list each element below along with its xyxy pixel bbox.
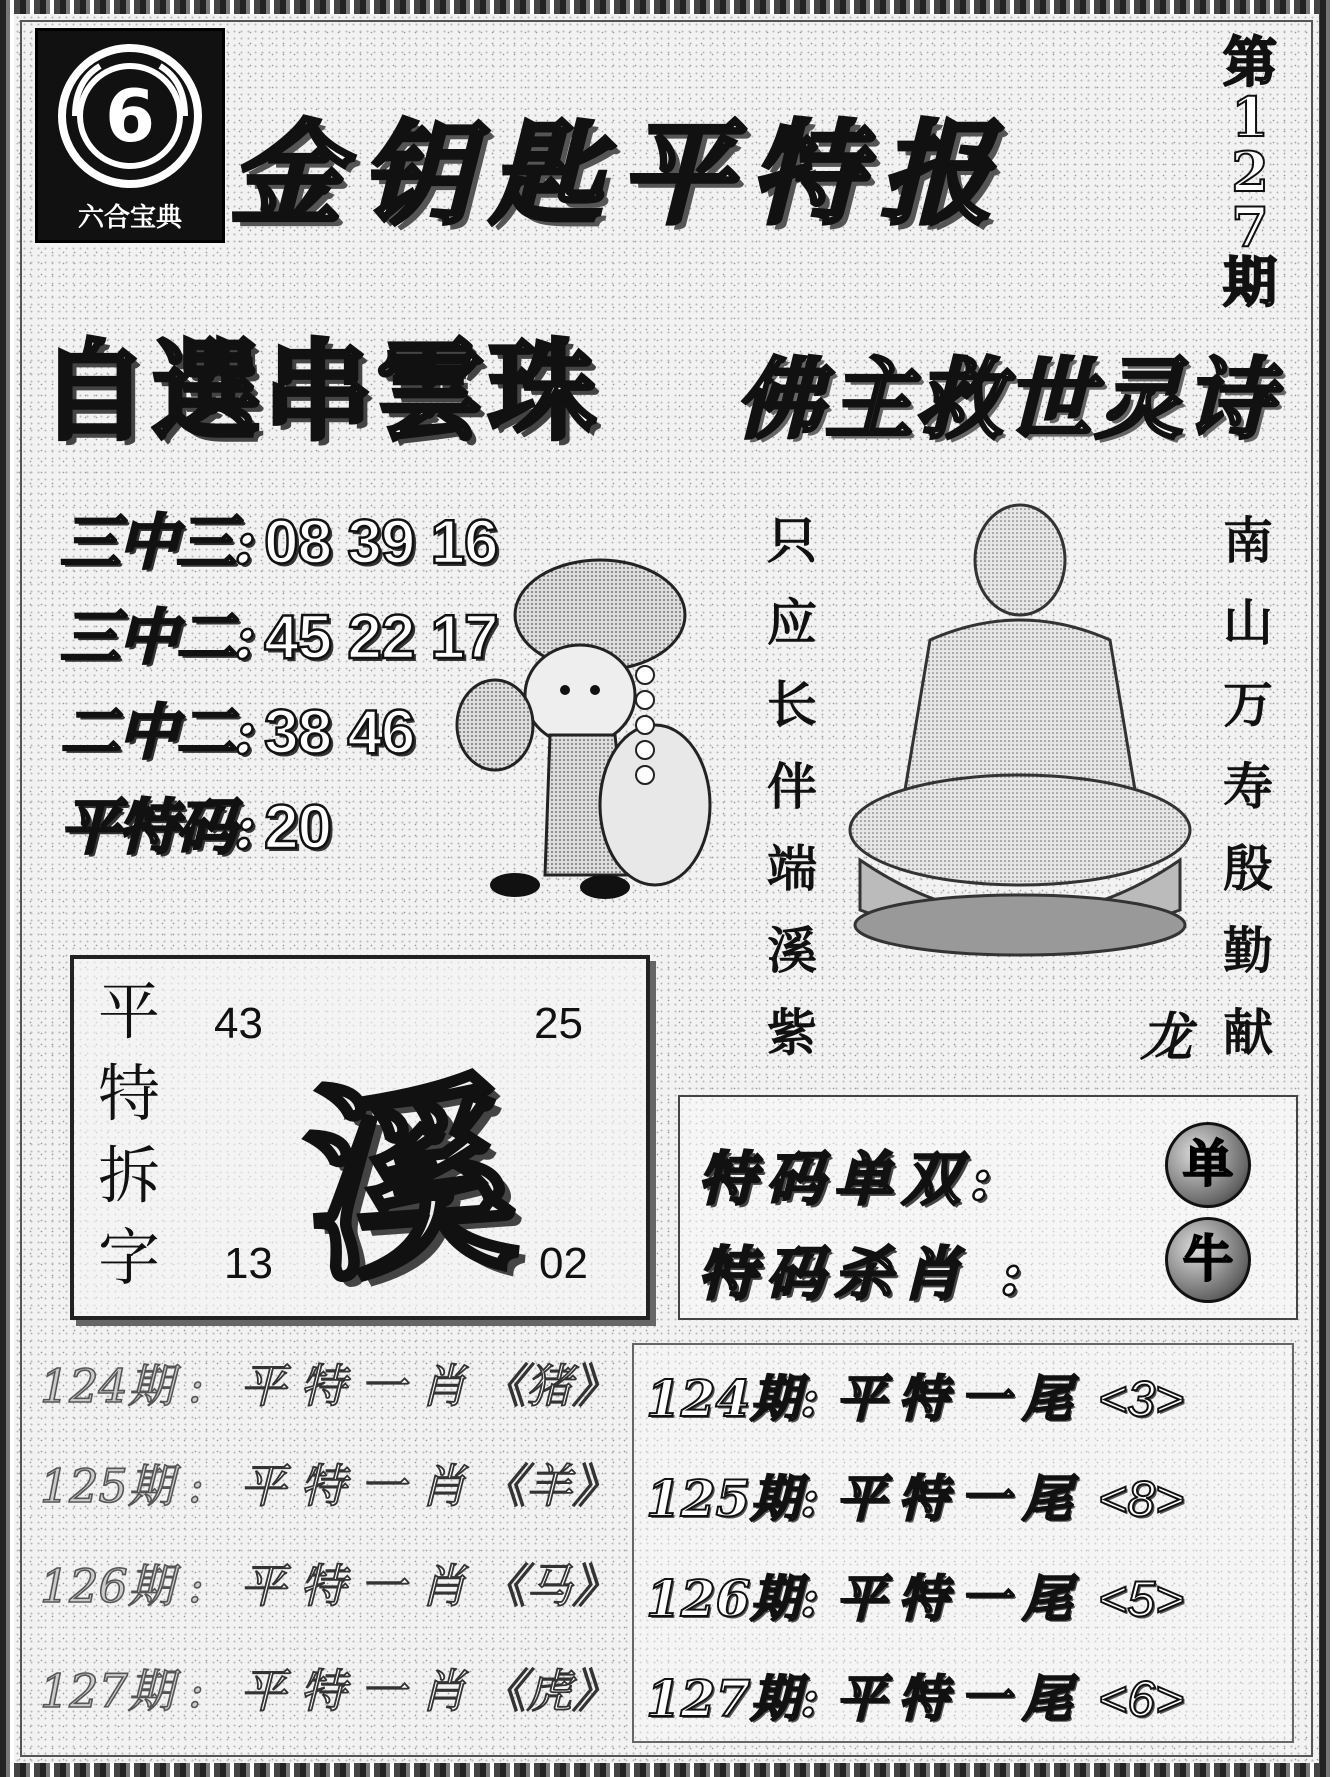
buddha-image — [840, 500, 1200, 960]
poem-right-column — [1218, 500, 1278, 1074]
pick-label: 三中二: — [60, 603, 255, 673]
chaizi-number: 13 — [224, 1239, 273, 1288]
chaizi-label-char: 字 — [97, 1221, 160, 1294]
history-value: <5> — [1098, 1571, 1185, 1627]
history-tail-row — [646, 1559, 1184, 1631]
history-tail-box — [632, 1343, 1294, 1743]
history-tail-row — [646, 1459, 1184, 1531]
poem-answer: 龙 — [1140, 1007, 1193, 1068]
kill-zodiac-badge: 牛 — [1165, 1217, 1251, 1303]
page-title: 金钥匙平特报 — [230, 109, 1010, 240]
history-value: 《虎》 — [480, 1664, 618, 1718]
issue-char: 期 — [1223, 250, 1277, 314]
chaizi-number: 43 — [214, 999, 263, 1048]
poem-char: 只 — [767, 511, 817, 570]
pick-label: 三中三: — [60, 508, 255, 578]
history-zodiac-row — [40, 1655, 630, 1721]
history-period: 127期 : — [40, 1664, 204, 1718]
pick-label: 二中二: — [60, 698, 255, 768]
history-period: 126期 : — [40, 1559, 204, 1613]
history-period: 125期 : — [40, 1459, 204, 1513]
history-value: <3> — [1098, 1371, 1185, 1427]
svg-text:6: 6 — [104, 74, 156, 158]
pick-row — [60, 685, 414, 771]
poem-left-column — [762, 500, 822, 1074]
history-text: 平特一尾 — [836, 1569, 1084, 1628]
history-text: 平特一肖 — [240, 1664, 480, 1718]
chaizi-number: 02 — [539, 1239, 588, 1288]
pick-numbers: 08 39 16 — [264, 508, 498, 577]
history-text: 平特一尾 — [836, 1669, 1084, 1728]
poem-title: 佛主救世灵诗 — [735, 347, 1276, 451]
poem-char: 伴 — [767, 757, 817, 816]
history-period: 124期: — [646, 1369, 819, 1428]
history-tail-row — [646, 1359, 1184, 1431]
history-text: 平特一尾 — [836, 1369, 1084, 1428]
poem-char: 献 — [1223, 1003, 1273, 1062]
poem-char: 寿 — [1223, 757, 1273, 816]
history-value: 《羊》 — [480, 1459, 618, 1513]
history-text: 平特一尾 — [836, 1469, 1084, 1528]
select-title: 自選串雲珠 — [40, 330, 601, 455]
odd-even-label: 特码单双: — [698, 1145, 1002, 1213]
chaizi-label-char: 拆 — [97, 1139, 160, 1212]
history-tail-row — [646, 1659, 1184, 1731]
pick-row — [60, 495, 498, 581]
history-zodiac-row — [40, 1450, 630, 1516]
chaizi-label — [94, 971, 164, 1299]
poem-char: 端 — [767, 839, 817, 898]
chaizi-number: 25 — [534, 999, 583, 1048]
poem-char: 南 — [1223, 511, 1273, 570]
issue-number — [1205, 30, 1295, 314]
history-text: 平特一肖 — [240, 1559, 480, 1613]
pick-numbers: 20 — [264, 793, 332, 862]
history-period: 126期: — [646, 1569, 819, 1628]
pick-numbers: 45 22 17 — [264, 603, 498, 672]
poem-char: 山 — [1223, 593, 1273, 652]
history-value: <8> — [1098, 1471, 1185, 1527]
logo-text: 六合宝典 — [77, 203, 182, 233]
pick-row — [60, 780, 331, 866]
history-period: 127期: — [646, 1669, 819, 1728]
logo — [35, 28, 225, 243]
pick-row — [60, 590, 498, 676]
history-period: 124期 : — [40, 1359, 204, 1413]
history-zodiac-row — [40, 1350, 630, 1416]
history-zodiac-row — [40, 1550, 630, 1616]
issue-char: 2 — [1231, 140, 1269, 204]
history-period: 125期: — [646, 1469, 819, 1528]
six-circle-logo-icon — [55, 41, 205, 191]
special-box — [678, 1095, 1298, 1320]
poem-char: 溪 — [767, 921, 817, 980]
poem-char: 长 — [767, 675, 817, 734]
issue-char: 第 — [1223, 30, 1277, 94]
kill-zodiac-label: 特码杀肖 : — [698, 1240, 1032, 1308]
pick-label: 平特码: — [60, 793, 255, 863]
history-value: 《马》 — [480, 1559, 618, 1613]
history-text: 平特一肖 — [240, 1359, 480, 1413]
poem-char: 应 — [767, 593, 817, 652]
issue-char: 1 — [1231, 85, 1269, 149]
chaizi-character: 溪 — [296, 1050, 524, 1312]
poem-char: 紫 — [767, 1003, 817, 1062]
chaizi-label-char: 平 — [97, 975, 160, 1048]
chaizi-label-char: 特 — [97, 1057, 160, 1130]
poem-char: 殷 — [1223, 839, 1273, 898]
cartoon-figure-image — [455, 555, 725, 900]
issue-char: 7 — [1231, 195, 1269, 259]
history-value: <6> — [1098, 1671, 1185, 1727]
poem-char: 万 — [1223, 675, 1273, 734]
odd-even-badge: 单 — [1165, 1122, 1251, 1208]
history-text: 平特一肖 — [240, 1459, 480, 1513]
poem-char: 勤 — [1223, 921, 1273, 980]
pick-numbers: 38 46 — [264, 698, 415, 767]
history-value: 《猪》 — [480, 1359, 618, 1413]
chaizi-box — [70, 955, 650, 1320]
